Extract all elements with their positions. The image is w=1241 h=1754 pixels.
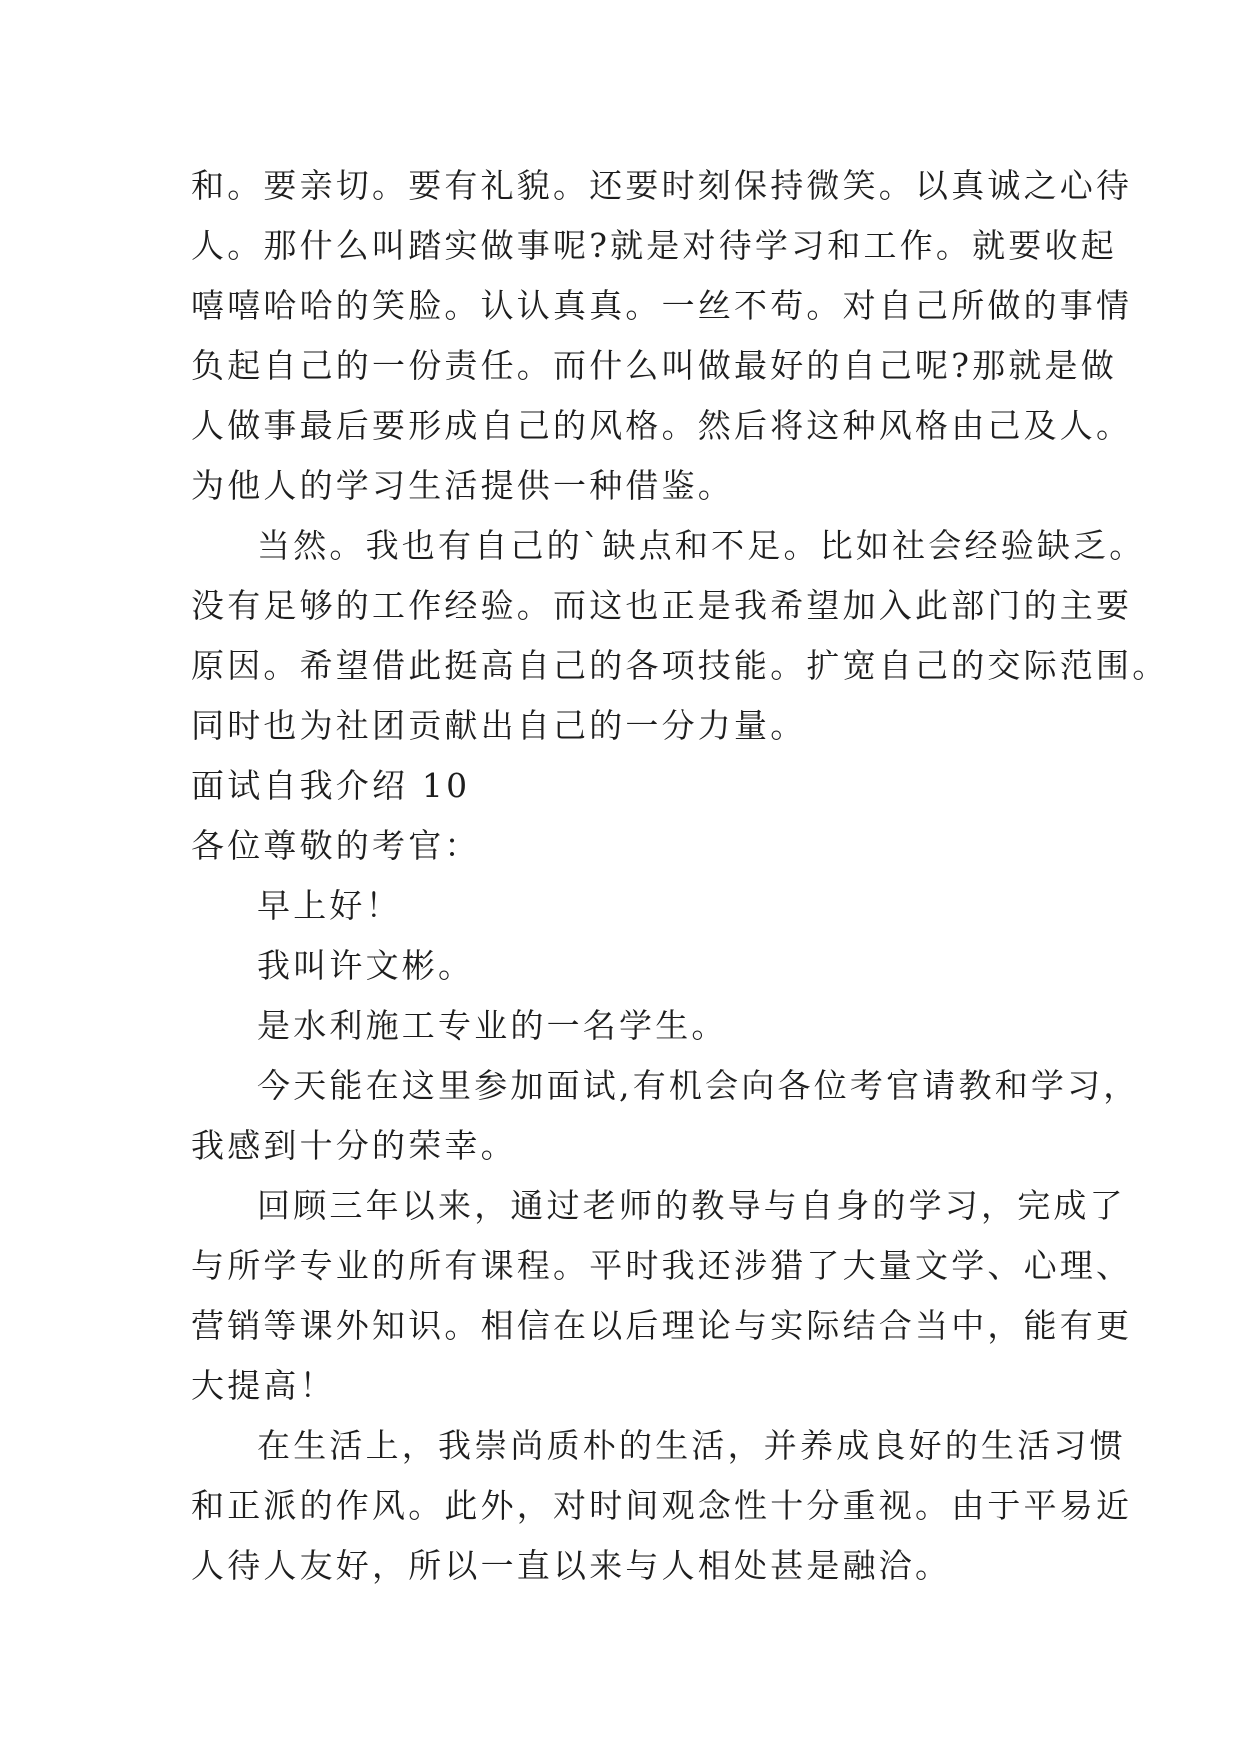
text-line: 没有足够的工作经验。而这也正是我希望加入此部门的主要: [191, 586, 1133, 625]
text-line: 今天能在这里参加面试,有机会向各位考官请教和学习，: [257, 1066, 1140, 1105]
text-line: 负起自己的一份责任。而什么叫做最好的自己呢?那就是做: [191, 346, 1117, 385]
text-line: 为他人的学习生活提供一种借鉴。: [191, 466, 734, 505]
text-line: 同时也为社团贡献出自己的一分力量。: [191, 706, 807, 745]
salutation: 各位尊敬的考官：: [191, 826, 481, 865]
text-line: 和。要亲切。要有礼貌。还要时刻保持微笑。以真诚之心待: [191, 166, 1133, 205]
text-line: 人待人友好，所以一直以来与人相处甚是融洽。: [191, 1546, 952, 1585]
section-heading: 面试自我介绍 10: [191, 766, 471, 805]
text-line: 大提高！: [191, 1366, 336, 1405]
text-line: 早上好！: [257, 886, 402, 925]
text-line: 我叫许文彬。: [257, 946, 475, 985]
text-line: 是水利施工专业的一名学生。: [257, 1006, 728, 1045]
text-line: 当然。我也有自己的`缺点和不足。比如社会经验缺乏。: [257, 526, 1146, 565]
text-line: 回顾三年以来，通过老师的教导与自身的学习，完成了: [257, 1186, 1126, 1225]
text-line: 人做事最后要形成自己的风格。然后将这种风格由己及人。: [191, 406, 1133, 445]
text-line: 嘻嘻哈哈的笑脸。认认真真。一丝不苟。对自己所做的事情: [191, 286, 1133, 325]
text-line: 在生活上，我崇尚质朴的生活，并养成良好的生活习惯: [257, 1426, 1126, 1465]
document-body: [191, 156, 1169, 1596]
text-line: 我感到十分的荣幸。: [191, 1126, 517, 1165]
text-line: 原因。希望借此挺高自己的各项技能。扩宽自己的交际范围。: [191, 646, 1169, 685]
text-line: 和正派的作风。此外，对时间观念性十分重视。由于平易近: [191, 1486, 1133, 1525]
text-line: 与所学专业的所有课程。平时我还涉猎了大量文学、心理、: [191, 1246, 1133, 1285]
text-line: 营销等课外知识。相信在以后理论与实际结合当中，能有更: [191, 1306, 1133, 1345]
text-line: 人。那什么叫踏实做事呢?就是对待学习和工作。就要收起: [191, 226, 1117, 265]
